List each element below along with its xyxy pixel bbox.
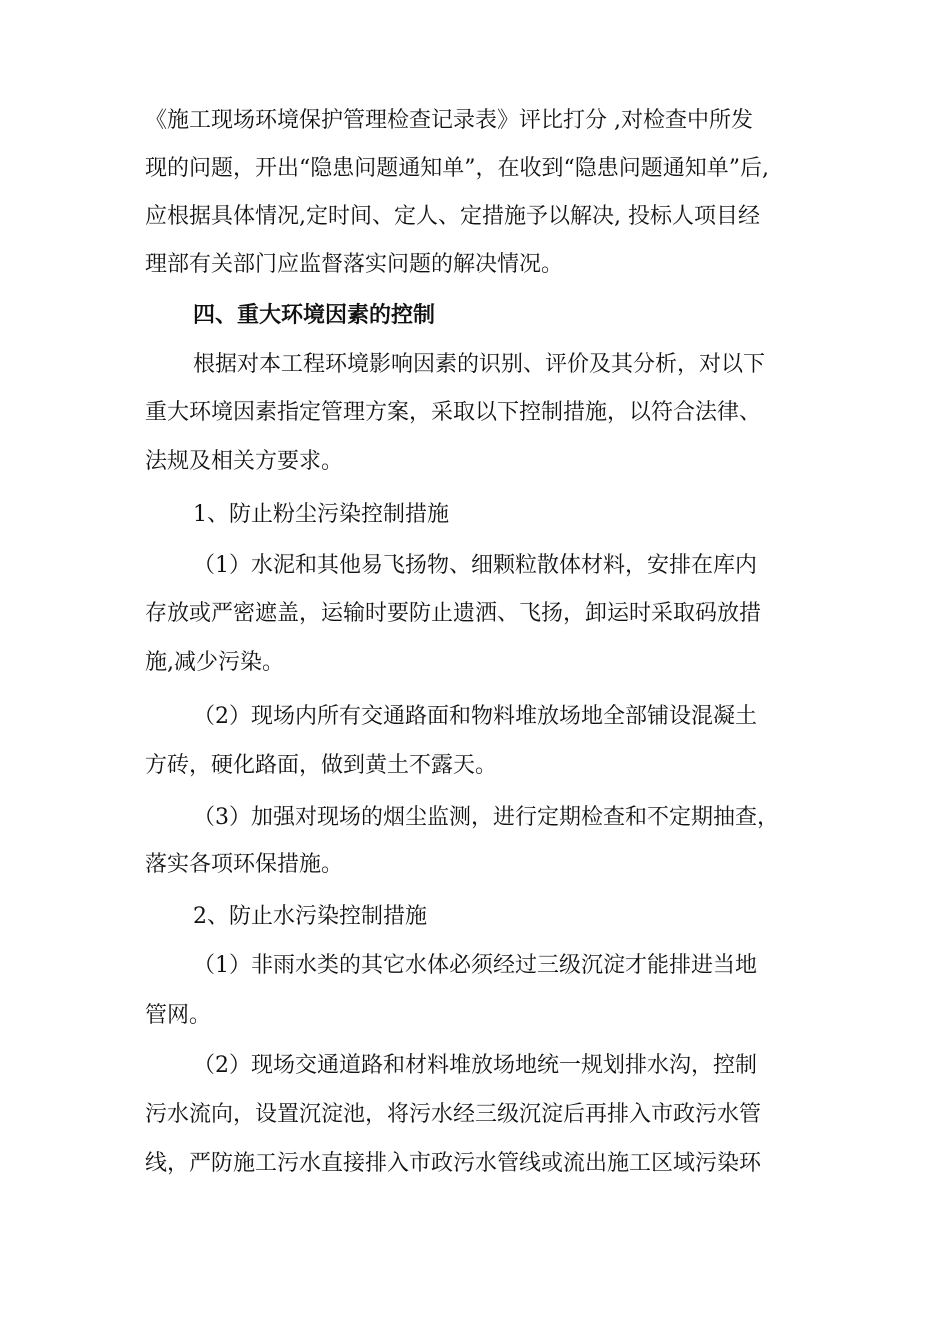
paragraph-line: 法规及相关方要求。 (145, 449, 344, 474)
section-heading: 四、重大环境因素的控制 (193, 303, 436, 328)
paragraph-line: 应根据具体情况,定时间、定人、定措施予以解决, 投标人项目经 (145, 204, 760, 229)
paragraph-line: （1）非雨水类的其它水体必须经过三级沉淀才能排进当地 (193, 953, 757, 978)
subheading: 1、防止粉尘污染控制措施 (193, 502, 449, 527)
paragraph-line: （1）水泥和其他易飞扬物、细颗粒散体材料，安排在库内 (193, 553, 757, 578)
paragraph-line: （2）现场交通道路和材料堆放场地统一规划排水沟，控制 (193, 1053, 757, 1078)
paragraph-line: 污水流向，设置沉淀池，将污水经三级沉淀后再排入市政污水管 (145, 1102, 762, 1127)
subheading: 2、防止水污染控制措施 (193, 904, 427, 929)
paragraph-line: （3）加强对现场的烟尘监测，进行定期检查和不定期抽查， (193, 805, 779, 830)
paragraph-line: 根据对本工程环境影响因素的识别、评价及其分析，对以下 (193, 352, 766, 377)
paragraph-line: 线，严防施工污水直接排入市政污水管线或流出施工区域污染环 (145, 1151, 762, 1176)
paragraph-line: 落实各项环保措施。 (145, 852, 344, 877)
paragraph-line: 存放或严密遮盖，运输时要防止遗洒、飞扬，卸运时采取码放措 (145, 601, 762, 626)
paragraph-line: 管网。 (145, 1003, 212, 1028)
paragraph-line: 现的问题，开出“隐患问题通知单”，在收到“隐患问题通知单”后, (145, 156, 769, 181)
paragraph-line: 重大环境因素指定管理方案，采取以下控制措施，以符合法律、 (145, 400, 762, 425)
paragraph-line: 施,减少污染。 (145, 650, 284, 675)
paragraph-line: 方砖，硬化路面，做到黄土不露天。 (145, 753, 498, 778)
paragraph-line: 理部有关部门应监督落实问题的解决情况。 (145, 252, 564, 277)
paragraph-line: （2）现场内所有交通路面和物料堆放场地全部铺设混凝土 (193, 704, 757, 729)
paragraph-line: 《施工现场环境保护管理检查记录表》评比打分 ,对检查中所发 (145, 108, 753, 133)
